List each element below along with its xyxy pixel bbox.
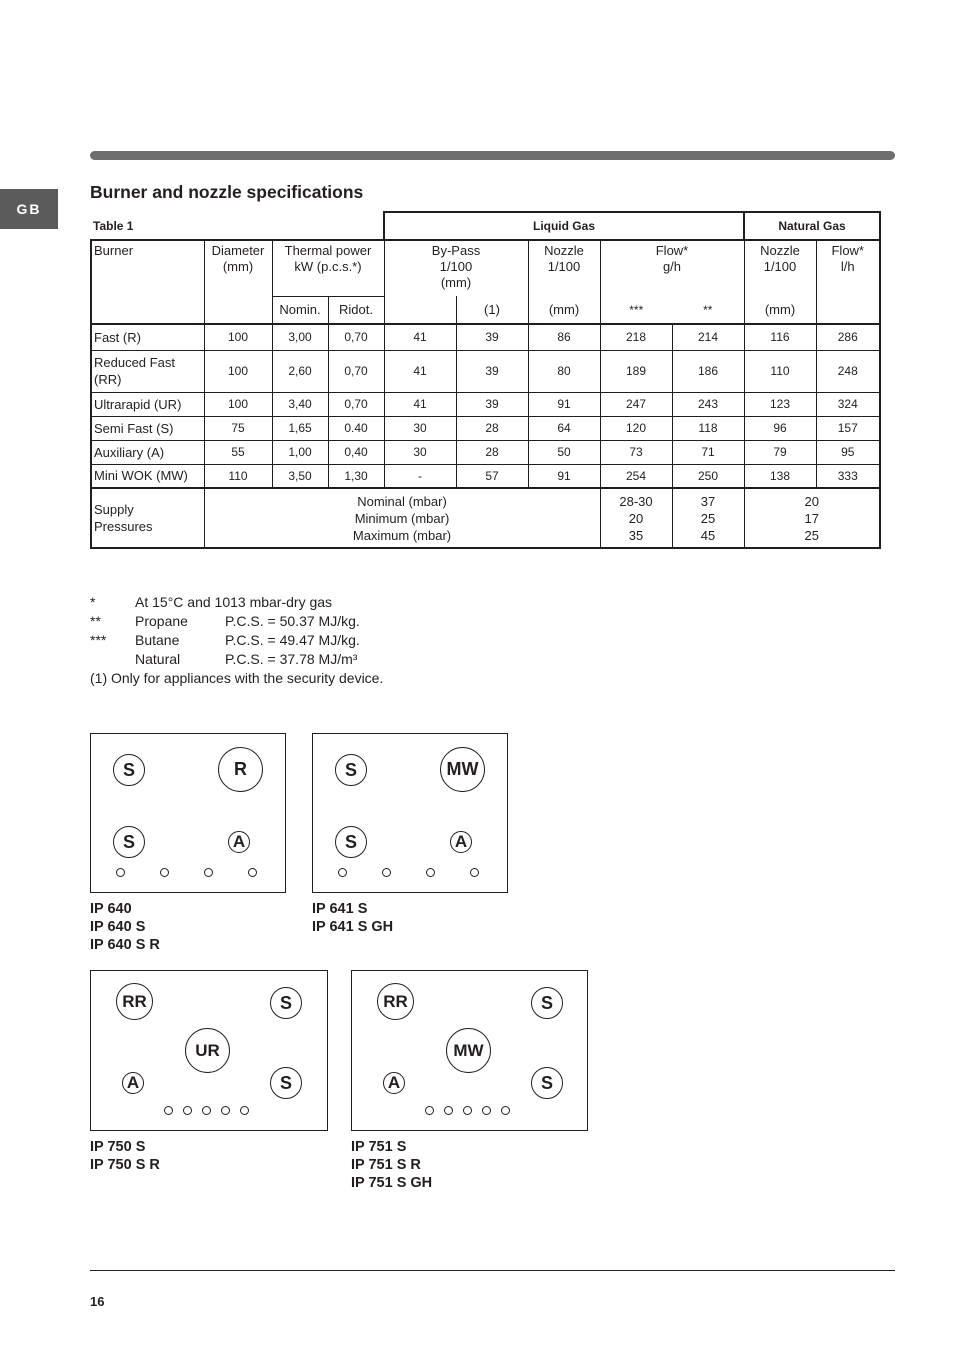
burner-mw: MW [440, 747, 485, 792]
table-cell: 3,00 [272, 324, 328, 350]
knob [425, 1106, 434, 1115]
table-cell: 50 [528, 440, 600, 464]
subheader-nozzle-lg: (mm) [528, 296, 600, 324]
table-cell: 138 [744, 464, 816, 488]
burner-a: A [383, 1072, 405, 1094]
subheader-flow-butane: *** [600, 296, 672, 324]
table-row [91, 464, 880, 488]
hob-layout-ip641 [312, 733, 508, 893]
table-cell: 157 [816, 416, 880, 440]
page-number: 16 [90, 1294, 105, 1309]
footnote-2: ** Propane P.C.S. = 50.37 MJ/kg. [90, 613, 360, 629]
burner-s: S [335, 754, 367, 786]
burner-s: S [113, 826, 145, 858]
top-rule [90, 151, 895, 160]
footnotes [90, 593, 383, 688]
knob [116, 868, 125, 877]
subheader-flow-propane: ** [672, 296, 744, 324]
hob-layout-ip640 [90, 733, 286, 893]
table-cell: 218 [600, 324, 672, 350]
table-cell: 71 [672, 440, 744, 464]
burner-name: Auxiliary (A) [91, 440, 204, 464]
table-cell: 30 [384, 440, 456, 464]
table-cell: 116 [744, 324, 816, 350]
subheader-nomin: Nomin. [272, 296, 328, 324]
table-cell: 86 [528, 324, 600, 350]
table-cell: 286 [816, 324, 880, 350]
subheader-bypass: (1) [456, 296, 528, 324]
table-cell: 1,00 [272, 440, 328, 464]
header-nozzle-ng: Nozzle 1/100 [744, 240, 816, 296]
footnote-security: (1) Only for appliances with the security device. [90, 670, 384, 686]
table-cell: 95 [816, 440, 880, 464]
table-cell: 2,60 [272, 350, 328, 392]
knob [482, 1106, 491, 1115]
table-cell: 123 [744, 392, 816, 416]
table-cell: - [384, 464, 456, 488]
supply-butane: 28-30 20 35 [600, 488, 672, 548]
table-cell: 254 [600, 464, 672, 488]
knobs [425, 1106, 510, 1115]
table-cell: 41 [384, 350, 456, 392]
header-flow-lg: Flow* g/h [600, 240, 744, 296]
table-cell: 28 [456, 440, 528, 464]
table-cell: 120 [600, 416, 672, 440]
subheader-nozzle-ng: (mm) [744, 296, 816, 324]
table-cell: 0,40 [328, 440, 384, 464]
specifications-table [90, 211, 881, 549]
models-ip641: IP 641 S IP 641 S GH [312, 901, 394, 935]
models-ip750: IP 750 S IP 750 S R [90, 1139, 160, 1173]
table-cell: 30 [384, 416, 456, 440]
knob [183, 1106, 192, 1115]
page-title: Burner and nozzle specifications [90, 182, 364, 202]
burner-a: A [228, 831, 250, 853]
knob [221, 1106, 230, 1115]
burner-rr: RR [377, 983, 414, 1020]
knob [501, 1106, 510, 1115]
table-cell: 1,30 [328, 464, 384, 488]
table-cell: 214 [672, 324, 744, 350]
table-cell: 80 [528, 350, 600, 392]
supply-pressures-label: Supply Pressures [91, 488, 204, 548]
table-cell: 64 [528, 416, 600, 440]
knob [444, 1106, 453, 1115]
supply-pressures-description: Nominal (mbar) Minimum (mbar) Maximum (mbar) [204, 488, 600, 548]
table-cell: 41 [384, 324, 456, 350]
table-cell: 75 [204, 416, 272, 440]
table-cell: 91 [528, 464, 600, 488]
table-cell: 243 [672, 392, 744, 416]
table-cell: 3,40 [272, 392, 328, 416]
burner-s: S [531, 1067, 563, 1099]
table-cell: 189 [600, 350, 672, 392]
header-nozzle-lg: Nozzle 1/100 [528, 240, 600, 296]
table-row [91, 440, 880, 464]
burner-mw: MW [446, 1028, 491, 1073]
burner-s: S [335, 826, 367, 858]
footnote-1: * At 15°C and 1013 mbar-dry gas [90, 594, 333, 610]
table-cell: 0,70 [328, 392, 384, 416]
supply-propane: 37 25 45 [672, 488, 744, 548]
burner-name: Reduced Fast (RR) [91, 350, 204, 392]
hob-layout-ip751 [351, 970, 588, 1131]
subheader-bypass-blank [384, 296, 456, 324]
header-thermal-power: Thermal power kW (p.c.s.*) [272, 240, 384, 296]
burner-s: S [270, 1067, 302, 1099]
table-cell: 39 [456, 350, 528, 392]
table-row [91, 324, 880, 350]
table-cell: 186 [672, 350, 744, 392]
table-cell: 110 [744, 350, 816, 392]
table-cell: 28 [456, 416, 528, 440]
table-cell: 3,50 [272, 464, 328, 488]
knob [382, 868, 391, 877]
header-burner: Burner [91, 240, 204, 324]
header-bypass: By-Pass 1/100 (mm) [384, 240, 528, 296]
table-cell: 110 [204, 464, 272, 488]
table-cell: 333 [816, 464, 880, 488]
subheader-ridot: Ridot. [328, 296, 384, 324]
table-cell: 96 [744, 416, 816, 440]
knobs [164, 1106, 249, 1115]
table-cell: 39 [456, 324, 528, 350]
models-ip640: IP 640 IP 640 S IP 640 S R [90, 901, 160, 953]
table-cell: 100 [204, 350, 272, 392]
table-cell: 1,65 [272, 416, 328, 440]
burner-name: Mini WOK (MW) [91, 464, 204, 488]
table-cell: 247 [600, 392, 672, 416]
table-cell: 250 [672, 464, 744, 488]
table-caption: Table 1 [91, 212, 384, 240]
header-flow-ng: Flow* l/h [816, 240, 880, 324]
knobs [338, 868, 479, 877]
knob [338, 868, 347, 877]
burner-name: Semi Fast (S) [91, 416, 204, 440]
table-cell: 79 [744, 440, 816, 464]
table-row [91, 350, 880, 392]
table-cell: 0,70 [328, 350, 384, 392]
knobs [116, 868, 257, 877]
knob [470, 868, 479, 877]
table-cell: 0.40 [328, 416, 384, 440]
knob [164, 1106, 173, 1115]
footer-rule [90, 1270, 895, 1271]
table-cell: 91 [528, 392, 600, 416]
table-cell: 55 [204, 440, 272, 464]
burner-s: S [113, 754, 145, 786]
burner-s: S [270, 987, 302, 1019]
burner-s: S [531, 987, 563, 1019]
burner-ur: UR [185, 1028, 230, 1073]
burner-name: Fast (R) [91, 324, 204, 350]
hob-layout-ip750 [90, 970, 328, 1131]
knob [240, 1106, 249, 1115]
table-cell: 0,70 [328, 324, 384, 350]
table-cell: 41 [384, 392, 456, 416]
burner-name: Ultrarapid (UR) [91, 392, 204, 416]
burner-a: A [450, 831, 472, 853]
knob [202, 1106, 211, 1115]
burner-r: R [218, 747, 263, 792]
burner-rr: RR [116, 983, 153, 1020]
models-ip751: IP 751 S IP 751 S R IP 751 S GH [351, 1139, 433, 1191]
table-cell: 100 [204, 392, 272, 416]
liquid-gas-header: Liquid Gas [384, 212, 744, 240]
knob [463, 1106, 472, 1115]
knob [248, 868, 257, 877]
footnote-4: Natural P.C.S. = 37.78 MJ/m³ [135, 651, 358, 667]
natural-gas-header: Natural Gas [744, 212, 880, 240]
knob [204, 868, 213, 877]
table-row [91, 416, 880, 440]
supply-natural: 20 17 25 [744, 488, 880, 548]
knob [160, 868, 169, 877]
table-cell: 248 [816, 350, 880, 392]
table-cell: 73 [600, 440, 672, 464]
burner-a: A [122, 1072, 144, 1094]
footnote-3: *** Butane P.C.S. = 49.47 MJ/kg. [90, 632, 360, 648]
language-tab: GB [0, 189, 58, 229]
table-cell: 57 [456, 464, 528, 488]
table-cell: 118 [672, 416, 744, 440]
table-cell: 39 [456, 392, 528, 416]
table-cell: 100 [204, 324, 272, 350]
knob [426, 868, 435, 877]
table-row [91, 392, 880, 416]
table-cell: 324 [816, 392, 880, 416]
header-diameter: Diameter (mm) [204, 240, 272, 324]
